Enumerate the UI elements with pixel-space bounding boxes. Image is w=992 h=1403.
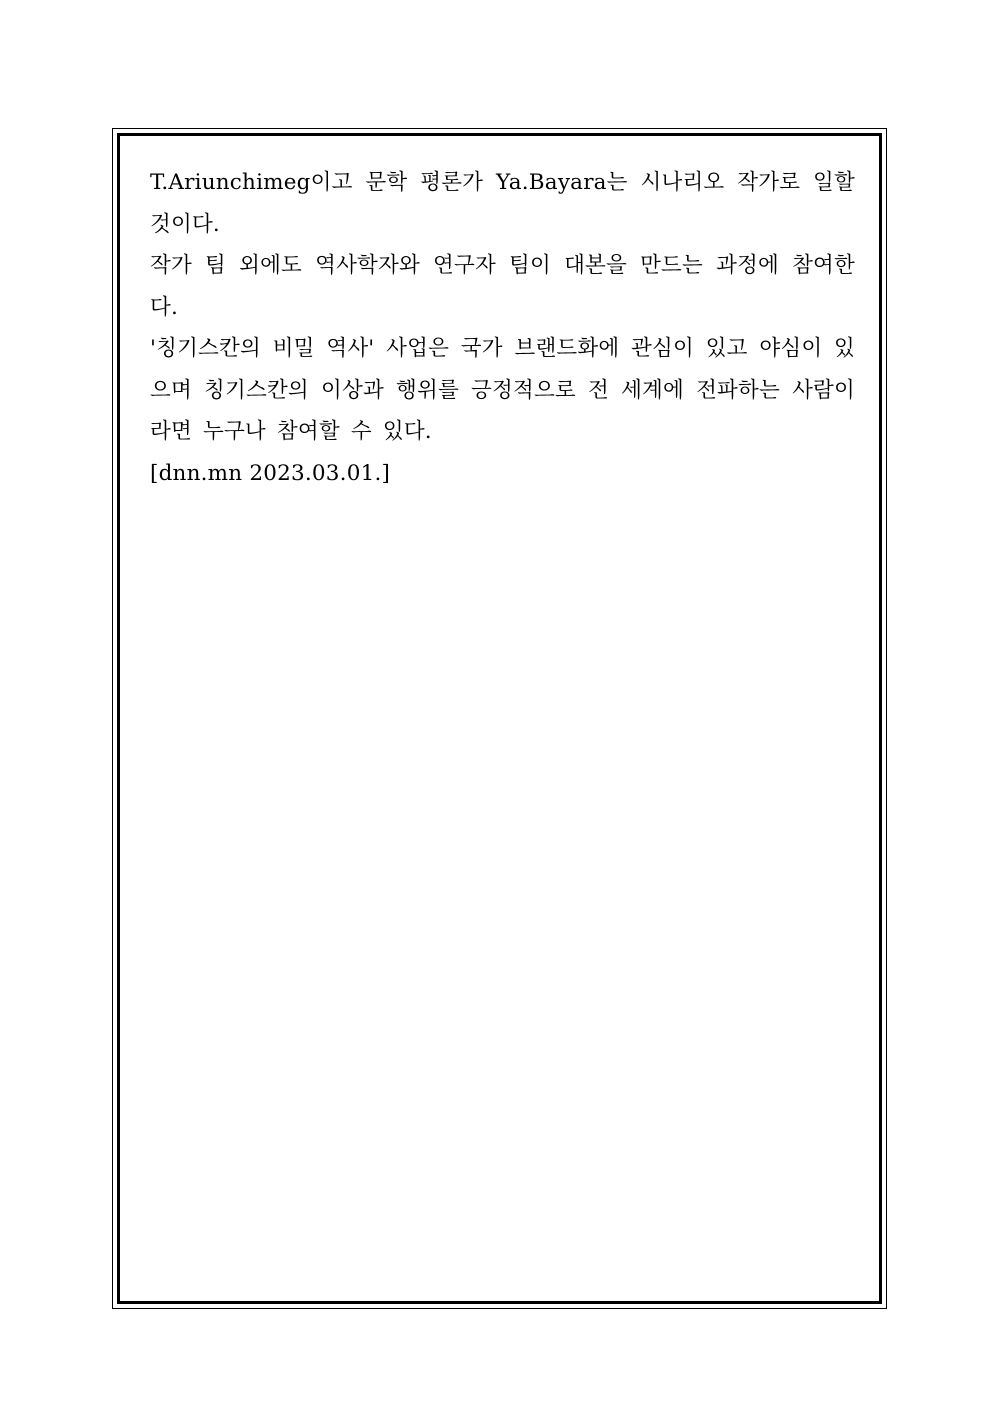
document-body: [150, 162, 855, 494]
paragraph-2: 작가 팀 외에도 역사학자와 연구자 팀이 대본을 만드는 과정에 참여한다.: [150, 253, 855, 320]
paragraph-1: T.Ariunchimeg이고 문학 평론가 Ya.Bayara는 시나리오 작가로 일할 것이다.: [150, 170, 855, 237]
paragraph-3: '칭기스칸의 비밀 역사' 사업은 국가 브랜드화에 관심이 있고 야심이 있으며 칭기스칸의 이상과 행위를 긍정적으로 전 세계에 전파하는 사람이라면 누구나 참여할 수 있다.: [150, 336, 855, 444]
document-frame: [112, 128, 887, 1309]
source-citation: [dnn.mn 2023.03.01.]: [150, 460, 391, 486]
document-inner-border: [117, 133, 882, 1304]
